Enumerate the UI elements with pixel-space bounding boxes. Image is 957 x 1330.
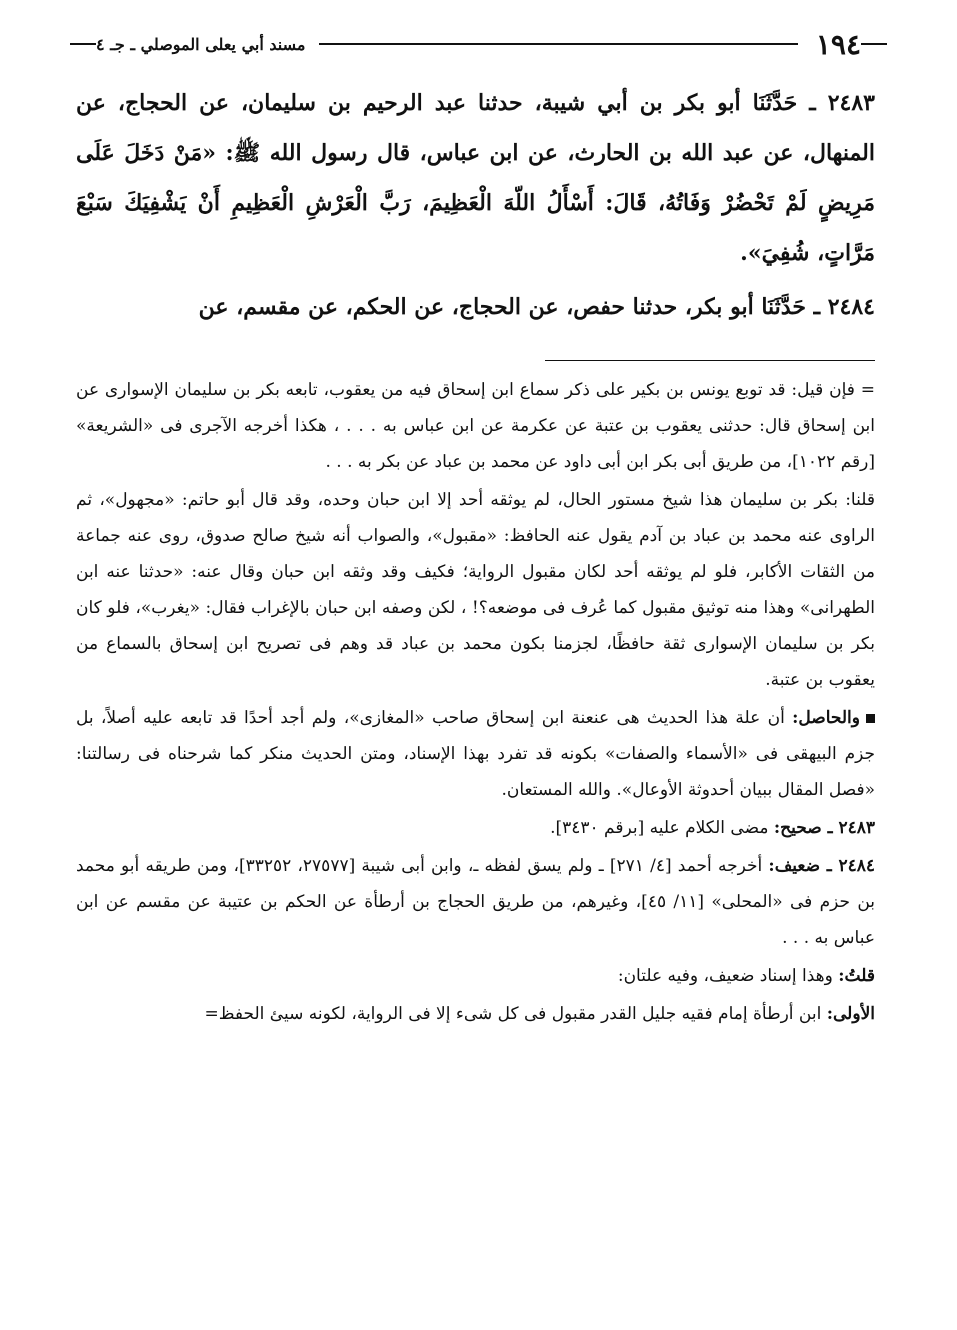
footnote-text: ابن أرطأة إمام فقيه جليل القدر مقبول فى كل شىء إلا فى الرواية، لكونه سيئ الحفظ= <box>204 1004 822 1024</box>
header-rule <box>319 43 797 45</box>
footnote-text: مضى الكلام عليه [برقم ٣٤٣٠]. <box>550 818 769 838</box>
footnote-lead: ٢٤٨٣ ـ صحيح: <box>773 818 875 838</box>
footnote-text: وهذا إسناد ضعيف، وفيه علتان: <box>617 966 833 986</box>
footnote-text: = فإن قيل: قد توبع يونس بن بكير على ذكر سماع ابن إسحاق فيه من يعقوب، تابعه بكر بن سليمان الإسوارى عن ابن إسحاق قال: حدثنى يعقوب بن عتبة عن عكرمة عن ابن عباس به . . . ، هكذا أخرجه الآجرى فى «الشريعة» [رقم ١٠٢٢]، من طريق أبى بكر ابن أبى داود عن محمد بن عباد عن بكر به . . . <box>76 380 875 472</box>
footnote-paragraph <box>76 810 875 846</box>
square-bullet-icon <box>866 714 875 723</box>
header-dash <box>861 43 887 45</box>
hadith-text <box>76 78 875 336</box>
footnote-paragraph <box>76 848 875 956</box>
footnote-paragraph <box>76 700 875 808</box>
footnote-lead: قلتُ: <box>838 966 875 986</box>
hadith-number: ٢٤٨٤ ـ <box>813 294 875 320</box>
page-header <box>70 26 887 62</box>
footnote-separator <box>545 360 875 361</box>
header-dash <box>70 43 96 45</box>
hadith-paragraph <box>76 78 875 278</box>
hadith-paragraph <box>76 282 875 332</box>
footnote-lead: الأولى: <box>826 1004 875 1024</box>
footnote-paragraph <box>76 372 875 480</box>
footnote-paragraph <box>76 958 875 994</box>
footnote-paragraph <box>76 482 875 698</box>
footnotes <box>76 372 875 1034</box>
hadith-body: حَدَّثَنَا أبو بكر، حدثنا حفص، عن الحجاج، عن الحكم، عن مقسم، عن <box>198 294 806 320</box>
footnote-lead: ٢٤٨٤ ـ ضعيف: <box>768 856 875 876</box>
hadith-number: ٢٤٨٣ ـ <box>809 90 875 116</box>
footnote-text: أن علة هذا الحديث هى عنعنة ابن إسحاق صاحب «المغازى»، ولم أجد أحدًا قد تابعه عليه أصلاً، بل جزم البيهقى فى «الأسماء والصفات» بكونه قد تفرد بهذا الإسناد، ومتن الحديث منكر كما شرحناه فى رسالتنا: «فصل المقال ببيان أحدوثة الأوعال». والله المستعان. <box>76 708 875 800</box>
footnote-lead: والحاصل: <box>792 708 860 728</box>
page-number: ١٩٤ <box>815 27 861 61</box>
footnote-paragraph <box>76 996 875 1032</box>
hadith-body: حَدَّثَنَا أبو بكر بن أبي شيبة، حدثنا عبد الرحيم بن سليمان، عن الحجاج، عن المنهال، عن عبد الله بن الحارث، عن ابن عباس، قال رسول الله ﷺ: «مَنْ دَخَلَ عَلَى مَرِيضٍ لَمْ تَحْضُرْ وَفَاتُهُ، قَالَ: أَسْأَلُ اللّهَ الْعَظِيمَ، رَبَّ الْعَرْشِ الْعَظِيمِ أَنْ يَشْفِيَكَ سَبْعَ مَرَّاتٍ، شُفِيَ». <box>76 90 875 266</box>
footnote-text: أخرجه أحمد [٤/ ٢٧١] ـ ولم يسق لفظه ـ، وابن أبى شيبة [٢٧٥٧٧، ٣٣٢٥٢]، ومن طريقه أبو محمد بن حزم فى «المحلى» [١١/ ٤٥]، وغيرهم، من طريق الحجاج بن أرطأة عن الحكم بن عتيبة عن مقسم عن ابن عباس به . . . <box>76 856 876 948</box>
running-title: مسند أبي يعلى الموصلي ـ جـ ٤ <box>96 34 306 54</box>
footnote-text: قلنا: بكر بن سليمان هذا شيخ مستور الحال، لم يوثقه أحد إلا ابن حبان وحده، وقد قال أبو حاتم: «مجهول»، ثم الراوى عنه محمد بن عباد بن آدم يقول عنه الحافظ: «مقبول»، والصواب أنه شيخ صالح صدوق، روى عنه جماعة من الثقات الأكابر، فلو لم يوثقه أحد لكان مقبول الرواية؛ فكيف وقد وثقه ابن حبان وقال عنه: «حدثنا عنه ابن الطهرانى» وهذا منه توثيق مقبول كما عُرف فى موضعه؟! ، لكن وصفه ابن حبان بالإغراب فقال: «يغرب»، فلو كان بكر بن سليمان الإسوارى ثقة حافظًا، لجزمنا بكون محمد بن عباد قد وهم فى تصريح ابن إسحاق بالسماع من يعقوب بن عتبة. <box>76 490 875 690</box>
